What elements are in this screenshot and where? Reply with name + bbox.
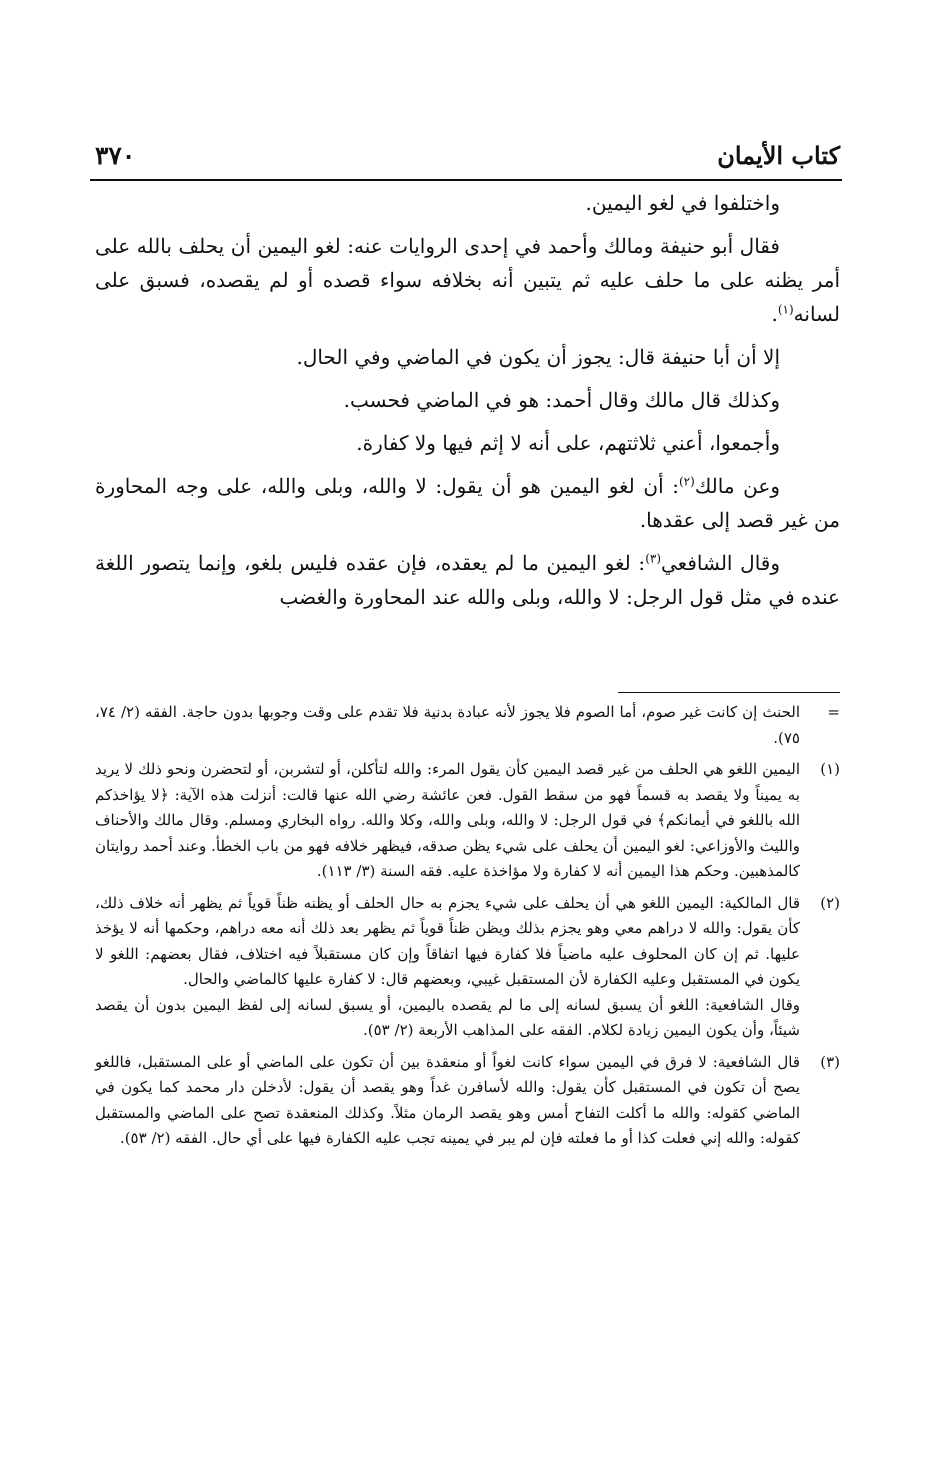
- footnote-ref-2[interactable]: (٢): [678, 474, 695, 489]
- paragraph-4: وكذلك قال مالك وقال أحمد: هو في الماضي فحسب.: [343, 388, 780, 412]
- footnote-ref-1[interactable]: (١): [777, 302, 794, 317]
- footnote-mark: (٢): [820, 893, 840, 912]
- footnote-1: [95, 757, 840, 885]
- book-title: كتاب الأيمان: [717, 140, 840, 170]
- paragraph-2: فقال أبو حنيفة ومالك وأحمد في إحدى الروايات عنه: لغو اليمين أن يحلف بالله على أمر يظنه على ما حلف عليه ثم يتبين أنه بخلافه سواء قصده أو لم يقصده، فسبق على لسانه$^{(١)}$.: [95, 234, 840, 326]
- footnote-mark: =: [827, 703, 840, 721]
- paragraph-5: وأجمعوا، أعني ثلاثتهم، على أنه لا إثم فيها ولا كفارة.: [356, 431, 780, 455]
- footnote-2: [95, 891, 840, 1044]
- paragraph-6: وعن مالك$^{(٢)}$: أن لغو اليمين هو أن يقول: لا والله، وبلى والله، على وجه المحاورة من غير قصد إلى عقدها.: [95, 474, 840, 532]
- footnote-text: قال الشافعية: لا فرق في اليمين سواء كانت لغواً أو منعقدة بين أن تكون على الماضي أو على المستقبل، فاللغو يصح أن تكون في المستقبل كأن يقول: والله لأسافرن غداً وهو يقصد أن يقول: لأدخلن دار محمد كما يكون في الماضي كقوله: والله ما أكلت التفاح أمس وهو يقصد الرمان مثلاً. وكذلك المنعقدة تصح على الماضي والمستقبل كقوله: والله إني فعلت كذا أو ما فعلته فإن لم يبر في يمينه تجب عليه الكفارة فيها على أي حال. الفقه (٢/ ٥٣).: [95, 1052, 801, 1147]
- footnote-text: اليمين اللغو هي الحلف من غير قصد اليمين كأن يقول المرء: والله لتأكلن، أو لتشربن، أو لتحضرن ونحو ذلك لا يريد به يميناً ولا يقصد به قسماً فهو من سقط القول. فعن عائشة رضي الله عنها قالت: أنزلت هذه الآية: ﴿لا يؤاخذكم الله باللغو في أيمانكم﴾ في قول الرجل: لا والله، وبلى والله، وكلا والله. رواه البخاري ومسلم. وقال مالك والأحناف والليث والأوزاعي: لغو اليمين أن يحلف على شيء يظن صدقه، فيظهر خلافه فهو من باب الخطأ. وعند أحمد روايتان كالمذهبين. وحكم هذا اليمين أنه لا كفارة ولا مؤاخذة عليه. فقه السنة (٣/ ١١٣).: [95, 760, 800, 880]
- footnote-text: الحنث إن كانت غير صوم، أما الصوم فلا يجوز لأنه عبادة بدنية فلا تقدم على وقت وجوبها بدون حاجة. الفقه (٢/ ٧٤، ٧٥).: [95, 703, 801, 747]
- footnote-mark: (٣): [820, 1052, 840, 1071]
- page-header: [95, 138, 840, 172]
- paragraph-3: إلا أن أبا حنيفة قال: يجوز أن يكون في الماضي وفي الحال.: [296, 345, 780, 369]
- footnote-divider: [618, 692, 840, 693]
- footnote-3: [95, 1050, 840, 1152]
- footnote-mark: (١): [820, 760, 840, 778]
- header-divider: [90, 179, 842, 181]
- main-text: [95, 186, 840, 614]
- page-number: ٣٧٠: [95, 140, 136, 170]
- footnote-continued: [95, 700, 840, 751]
- footnote-text: قال المالكية: اليمين اللغو هي أن يحلف على شيء يجزم به حال الحلف أو يظنه ظناً قوياً ثم يظهر أنه خلاف ذلك، كأن يقول: والله لا دراهم معي وهو يجزم بذلك ويظن ظناً قوياً ثم يظهر بعد ذلك أنه معه دراهم، وحكمها أنه لا يؤخذ عليها. ثم إن كان المحلوف عليه ماضياً فلا كفارة فيها اتفاقاً وإن كان مستقبلاً فيه اختلاف، فقال بعضهم: اللغو لا يكون في المستقبل وعليه الكفارة لأن المستقبل غيبي، وبعضهم قال: لا كفارة عليها كالماضي والحال.: [95, 893, 800, 988]
- footnote-text: وقال الشافعية: اللغو أن يسبق لسانه إلى ما لم يقصده باليمين، أو يسبق لسانه إلى لفظ اليمين بدون أن يقصد شيئاً، وأن يكون اليمين زيادة لكلام. الفقه على المذاهب الأربعة (٢/ ٥٣).: [95, 995, 800, 1039]
- footnotes: [95, 700, 840, 1152]
- paragraph-7: وقال الشافعي$^{(٣)}$: لغو اليمين ما لم يعقده، فإن عقده فليس بلغو، وإنما يتصور اللغة عنده في مثل قول الرجل: لا والله، وبلى والله عند المحاورة والغضب: [95, 551, 840, 609]
- footnote-ref-3[interactable]: (٣): [645, 551, 662, 566]
- paragraph-1: واختلفوا في لغو اليمين.: [585, 191, 780, 215]
